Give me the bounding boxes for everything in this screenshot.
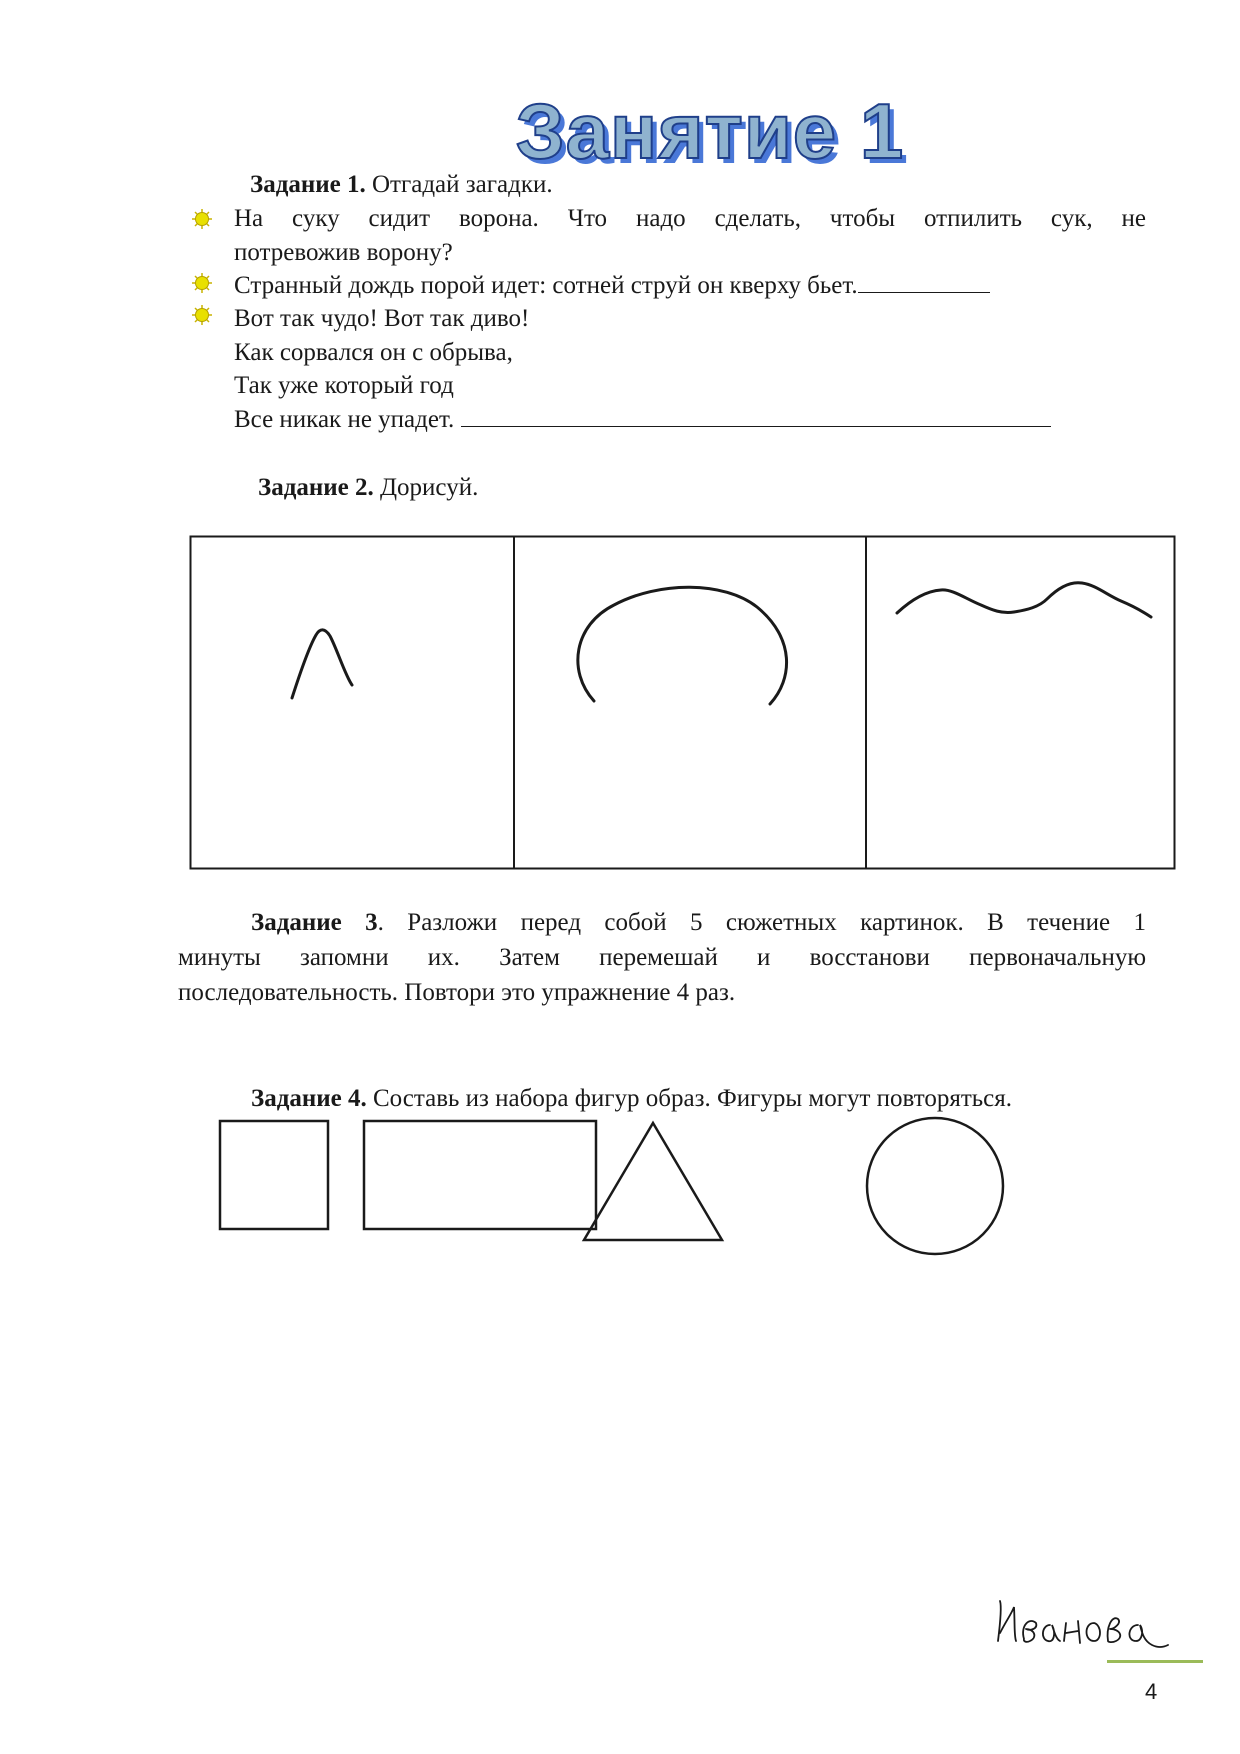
riddle2-line <box>234 270 990 301</box>
square-shape[interactable] <box>220 1121 328 1229</box>
riddle3-line4: Все никак не упадет. <box>234 406 455 433</box>
triangle-shape[interactable] <box>584 1123 722 1240</box>
task4-text: Составь из набора фигур образ. Фигуры могут повторяться. <box>366 1085 1013 1112</box>
riddle3-line2: Как сорвался он с обрыва, <box>234 339 513 366</box>
answer-line[interactable] <box>858 270 990 293</box>
peak-sketch[interactable] <box>292 630 352 698</box>
drawing-frame <box>189 535 1189 875</box>
wave-sketch[interactable] <box>897 583 1151 617</box>
task2-text: Дорисуй. <box>373 474 479 501</box>
riddle1-line1: На суку сидит ворона. Что надо сделать, чтобы отпилить сук, не <box>234 205 1146 232</box>
riddle1-line2: потревожив ворону? <box>234 239 453 266</box>
shape-set <box>210 1110 1020 1280</box>
bullet-icon <box>191 304 213 326</box>
circle-shape[interactable] <box>867 1118 1003 1254</box>
task4-label: Задание 4. <box>251 1085 367 1112</box>
task1-text: Отгадай загадки. <box>365 171 553 198</box>
riddle3-line1: Вот так чудо! Вот так диво! <box>234 305 530 332</box>
answer-line[interactable] <box>461 404 1051 427</box>
task3-label: Задание 3 <box>251 909 378 936</box>
bullet-icon <box>191 272 213 294</box>
riddle2-text: Странный дождь порой идет: сотней струй он кверху бьет. <box>234 272 858 299</box>
task1-heading <box>250 170 553 200</box>
riddle3-line4-row <box>234 404 1051 435</box>
bullet-icon <box>191 208 213 230</box>
task3-line3: последовательность. Повтори это упражнение 4 раз. <box>178 979 736 1006</box>
task3-line1 <box>251 906 1146 940</box>
task3-line2: минуты запомни их. Затем перемешай и восстанови первоначальную <box>178 944 1146 971</box>
footer-accent-line <box>1107 1660 1203 1663</box>
lesson-title: Занятие 1 <box>515 87 905 175</box>
task2-label: Задание 2. <box>258 474 374 501</box>
page-number: 4 <box>1145 1679 1158 1704</box>
arc-sketch[interactable] <box>578 587 787 704</box>
rectangle-shape[interactable] <box>364 1121 596 1229</box>
task1-label: Задание 1. <box>250 171 366 198</box>
riddle3-line3: Так уже который год <box>234 372 454 399</box>
task3-text-1: . Разложи перед собой 5 сюжетных картинок. В течение 1 <box>377 909 1147 936</box>
task2-heading <box>258 473 478 503</box>
